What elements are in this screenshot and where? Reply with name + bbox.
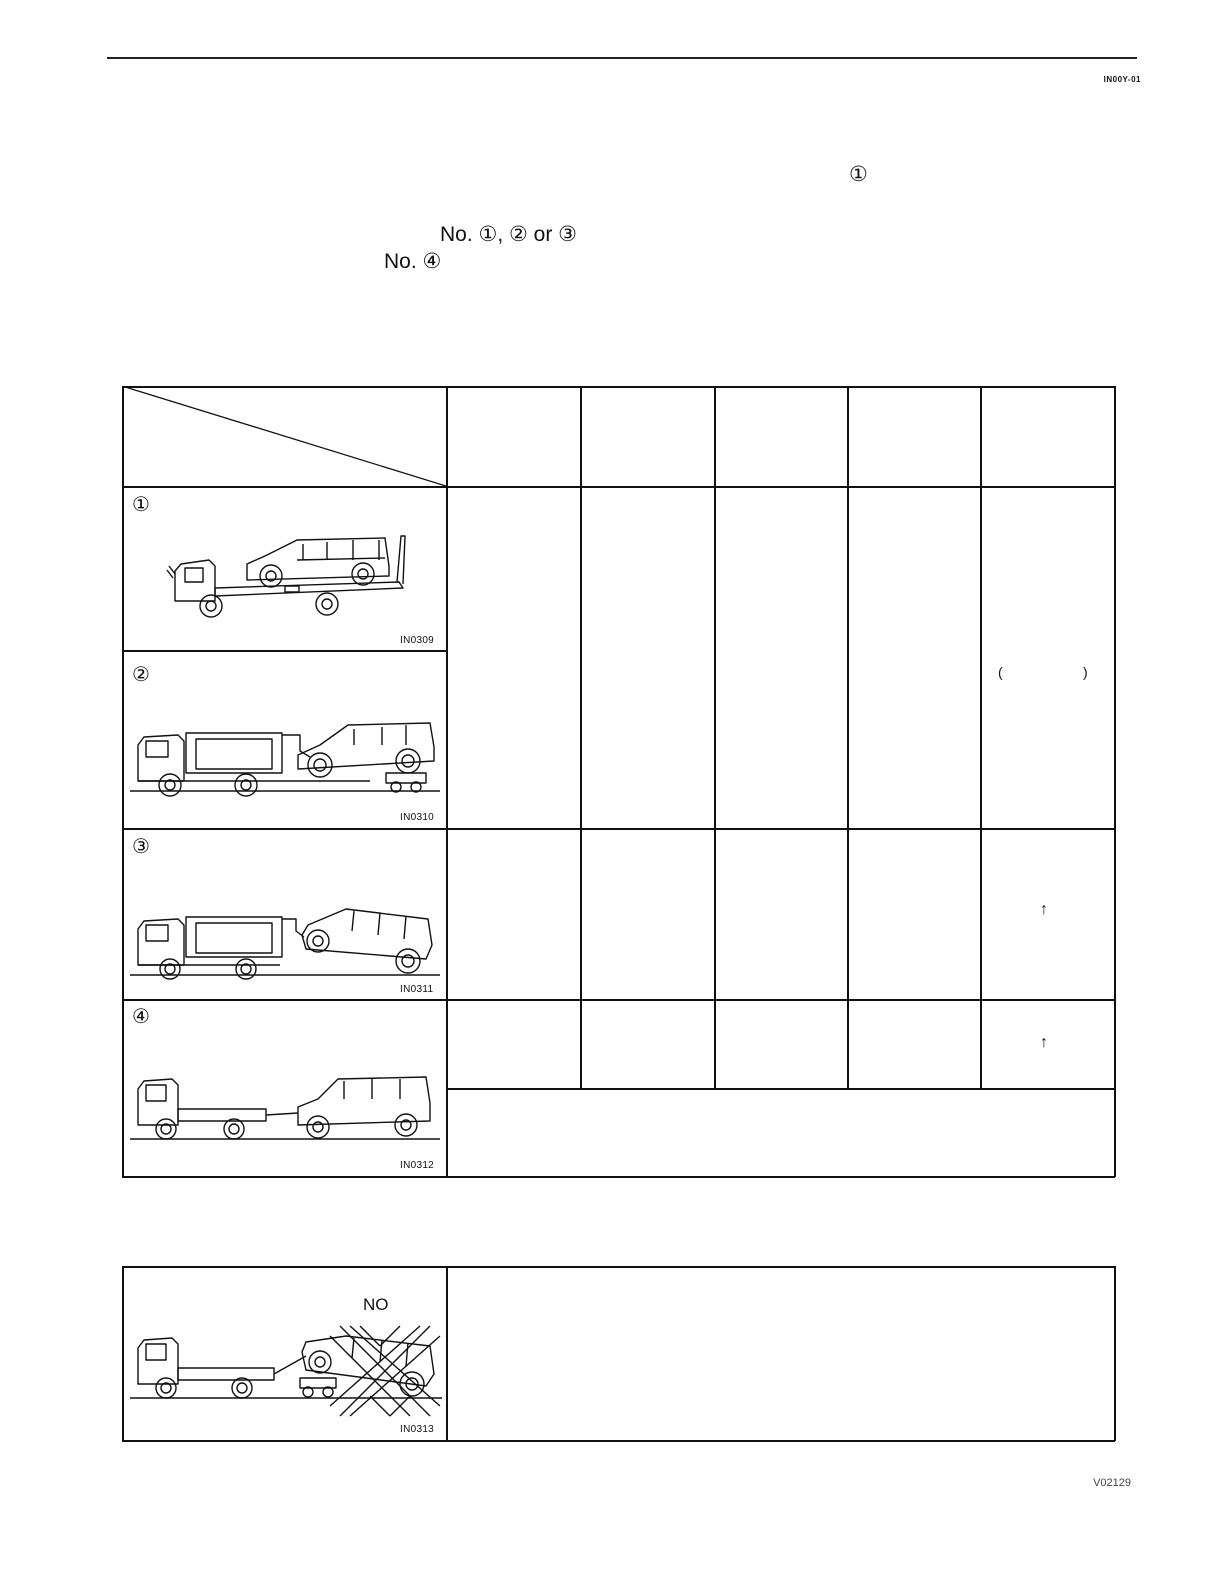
column-divider xyxy=(446,1266,448,1441)
table-border-left xyxy=(122,386,124,1177)
ditto-arrow: ↑ xyxy=(1040,901,1048,918)
bracket-close: ) xyxy=(1083,664,1088,680)
column-divider xyxy=(980,386,982,1088)
improper-towing-table xyxy=(122,1266,1115,1441)
row-number-2: ② xyxy=(132,664,150,686)
column-divider xyxy=(714,386,716,1088)
row-number-3: ③ xyxy=(132,836,150,858)
intro-method-4: No. ④ xyxy=(384,250,442,273)
wheel-lift-tow-truck-front-lifted-illustration xyxy=(130,901,440,986)
figure-code-1: IN0309 xyxy=(400,635,435,646)
flatbed-truck-illustration xyxy=(167,526,417,626)
column-divider xyxy=(847,386,849,1088)
table-border-bottom xyxy=(122,1440,1115,1442)
row-divider xyxy=(122,999,1115,1001)
page-code: V02129 xyxy=(1093,1477,1131,1489)
figure-code-5: IN0313 xyxy=(400,1424,435,1435)
table-border-right xyxy=(1114,386,1116,1177)
table-border-right xyxy=(1114,1266,1116,1441)
ditto-arrow: ↑ xyxy=(1040,1034,1048,1051)
intro-method-list: No. ①, ② or ③ xyxy=(440,223,578,246)
column-divider xyxy=(446,386,448,1177)
improper-towing-illustration xyxy=(130,1326,442,1416)
figure-code-3: IN0311 xyxy=(400,984,434,995)
row-number-1: ① xyxy=(132,494,150,516)
table-border-bottom xyxy=(122,1176,1115,1178)
table-border-left xyxy=(122,1266,124,1441)
no-warning-label: NO xyxy=(363,1295,389,1314)
document-code: IN00Y-01 xyxy=(1103,75,1141,84)
column-divider xyxy=(580,386,582,1088)
row-divider xyxy=(122,650,446,652)
intro-mark-1: ① xyxy=(849,163,868,186)
table-border-top xyxy=(122,1266,1115,1268)
flat-tow-illustration xyxy=(130,1069,440,1149)
wheel-lift-tow-truck-illustration xyxy=(130,711,440,806)
row-divider xyxy=(122,828,1115,830)
towing-method-table xyxy=(122,386,1115,1177)
figure-code-4: IN0312 xyxy=(400,1160,435,1171)
header-rule xyxy=(107,57,1137,59)
row-divider xyxy=(446,1088,1115,1090)
figure-code-2: IN0310 xyxy=(400,812,435,823)
bracket-open: ( xyxy=(998,664,1003,680)
diagonal-header-line xyxy=(122,386,446,487)
row-number-4: ④ xyxy=(132,1006,150,1028)
